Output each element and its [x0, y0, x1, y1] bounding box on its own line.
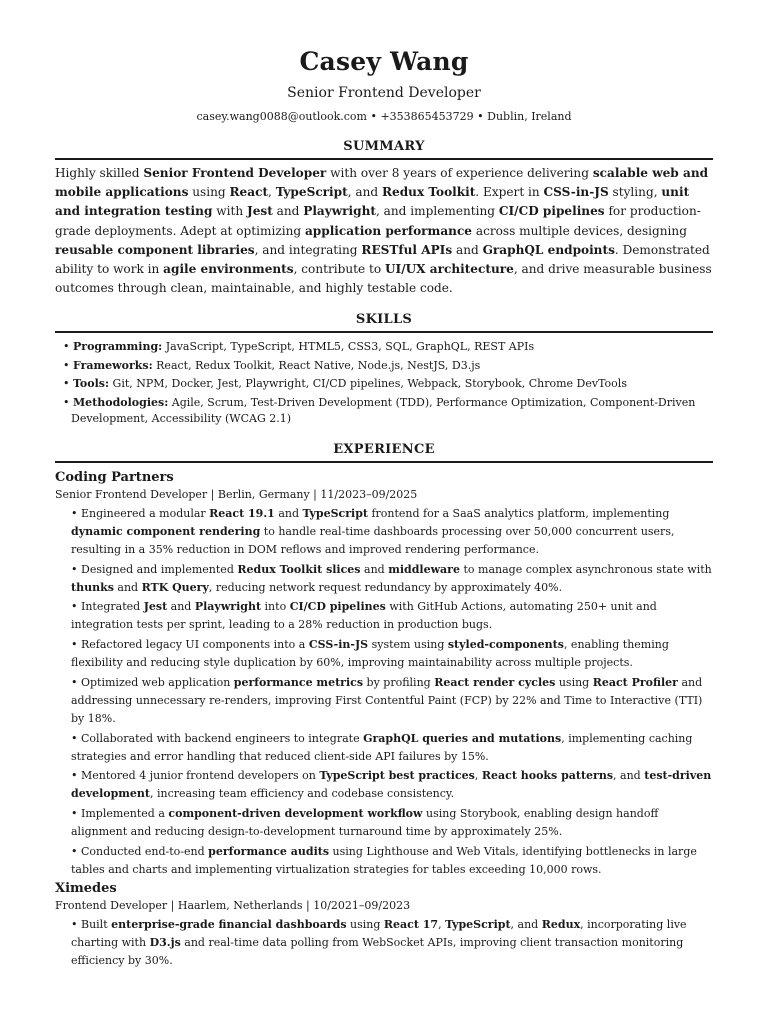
skill-label: Programming: [73, 340, 163, 354]
text-run: and real-time data polling from WebSocket APIs, improving client transaction monitoring efficiency by 30%. [71, 936, 684, 968]
job-bullets [71, 505, 713, 879]
emphasis-text: TypeScript best practices [319, 769, 475, 783]
emphasis-text: performance audits [208, 844, 330, 858]
job-bullet [71, 805, 713, 841]
emphasis-text: CI/CD pipelines [289, 600, 386, 614]
job-entry [0, 469, 768, 879]
text-run: Conducted end-to-end [81, 844, 209, 858]
emphasis-text: TypeScript [302, 506, 368, 520]
text-run: styling, [608, 185, 662, 200]
text-run: , and drive measurable business outcomes through clean, maintainable, and highly testable code. [55, 262, 712, 296]
bullet-icon: • [71, 506, 81, 520]
bullet-icon: • [71, 769, 81, 783]
skills-section [0, 312, 768, 428]
emphasis-text: React render cycles [434, 675, 556, 689]
text-run: , reducing network request redundancy by approximately 40%. [208, 580, 563, 594]
text-run: and [113, 580, 142, 594]
bullet-icon: • [71, 806, 81, 820]
text-run: Implemented a [81, 806, 169, 820]
text-run: , and [510, 918, 542, 932]
job-bullets [71, 916, 713, 970]
bullet-icon: • [71, 731, 81, 745]
emphasis-text: test-driven development [71, 769, 712, 801]
text-run: with GitHub Actions, automating 250+ unit and integration tests per sprint, leading to a 28% reduction in production bugs. [71, 600, 657, 632]
job-bullet [71, 598, 713, 634]
emphasis-text: agile environments [163, 262, 294, 277]
text-run: across multiple devices, designing [472, 223, 687, 238]
bullet-icon: • [63, 395, 73, 409]
emphasis-text: UI/UX architecture [385, 262, 514, 277]
text-run: by profiling [363, 675, 435, 689]
skill-label: Tools: [73, 377, 110, 391]
text-run: , [474, 769, 482, 783]
text-run: to manage complex asynchronous state with [459, 562, 712, 576]
text-run: , and [613, 769, 645, 783]
text-run: Refactored legacy UI components into a [81, 638, 309, 652]
emphasis-text: application performance [304, 223, 473, 238]
text-run: to handle real-time dashboards processing over 50,000 concurrent users, resulting in a 35% reduction in DOM reflows and improved rendering performance. [71, 525, 675, 557]
emphasis-text: middleware [388, 562, 460, 576]
summary-heading: SUMMARY [343, 139, 425, 154]
skills-heading: SKILLS [355, 312, 413, 328]
text-run: for production-grade deployments. Adept at optimizing [55, 204, 701, 238]
emphasis-text: Jest [246, 204, 273, 219]
text-run: Optimized web application [81, 675, 234, 689]
skill-item [63, 358, 713, 375]
text-run: . Demonstrated ability to work in [55, 242, 710, 277]
skill-label: Frameworks: [73, 358, 153, 372]
job-bullet [71, 674, 713, 728]
bullet-icon: • [71, 638, 81, 652]
company-name: Ximedes [55, 881, 117, 897]
emphasis-text: React 19.1 [209, 506, 275, 520]
emphasis-text: React hooks patterns [481, 769, 614, 783]
text-run: , and integrating [254, 242, 362, 257]
emphasis-text: styled-components [447, 638, 564, 652]
text-run: using [555, 675, 593, 689]
candidate-title: Senior Frontend Developer [287, 85, 481, 101]
text-run: with [212, 204, 247, 219]
emphasis-text: CSS-in-JS [308, 638, 369, 652]
text-run: , incorporating live charting with [71, 918, 687, 950]
skill-text: Git, NPM, Docker, Jest, Playwright, CI/CD pipelines, Webpack, Storybook, Chrome DevTools [109, 377, 627, 391]
emphasis-text: Redux Toolkit slices [237, 562, 361, 576]
emphasis-text: GraphQL queries and mutations [363, 731, 562, 745]
experience-divider [55, 461, 713, 463]
text-run: , [438, 918, 446, 932]
bullet-icon: • [71, 562, 81, 576]
skill-text: React, Redux Toolkit, React Native, Node.js, NestJS, D3.js [152, 358, 481, 372]
text-run: , implementing caching strategies and error handling that reduced client-side API failures by 15%. [71, 731, 693, 763]
text-run: using [188, 185, 230, 200]
emphasis-text: CI/CD pipelines [498, 204, 605, 219]
company-name: Coding Partners [55, 469, 174, 485]
job-bullet [71, 767, 713, 803]
job-bullet [71, 505, 713, 559]
emphasis-text: D3.js [149, 936, 181, 950]
emphasis-text: component-driven development workflow [168, 806, 423, 820]
experience-list [0, 469, 768, 971]
contact-line: casey.wang0088@outlook.com • +353865453729 • Dublin, Ireland [196, 110, 572, 123]
emphasis-text: React [229, 185, 269, 200]
text-run: and [274, 506, 303, 520]
text-run: , and implementing [375, 204, 499, 219]
skill-item [63, 339, 713, 356]
emphasis-text: enterprise-grade financial dashboards [111, 918, 347, 932]
emphasis-text: GraphQL endpoints [482, 242, 615, 257]
emphasis-text: Senior Frontend Developer [143, 166, 327, 180]
candidate-name: Casey Wang [299, 47, 469, 76]
text-run: and [272, 204, 304, 219]
emphasis-text: RTK Query [141, 580, 209, 594]
emphasis-text: RESTful APIs [361, 242, 453, 257]
emphasis-text: scalable web and mobile applications [55, 166, 709, 200]
text-run: into [261, 600, 290, 614]
text-run: . Expert in [475, 185, 544, 200]
skill-text: Agile, Scrum, Test-Driven Development (TDD), Performance Optimization, Component-Driven Development, Accessibility (WCAG 2.1) [71, 395, 696, 426]
emphasis-text: React Profiler [592, 675, 678, 689]
summary-text [55, 164, 713, 298]
text-run: Mentored 4 junior frontend developers on [81, 769, 320, 783]
bullet-icon: • [71, 918, 81, 932]
emphasis-text: TypeScript [275, 185, 348, 200]
job-bullet [71, 730, 713, 766]
text-run: using [346, 918, 384, 932]
text-run: , enabling theming flexibility and reducing style duplication by 60%, improving maintainability across multiple projects. [71, 638, 669, 670]
job-bullet [71, 561, 713, 597]
emphasis-text: CSS-in-JS [543, 185, 609, 200]
experience-section [0, 442, 768, 971]
text-run: and addressing unnecessary re-renders, improving First Contentful Paint (FCP) by 22% and Time to Interactive (TTI) by 18%. [71, 675, 703, 725]
bullet-icon: • [71, 844, 81, 858]
text-run: , contribute to [293, 262, 385, 277]
emphasis-text: Playwright [194, 600, 262, 614]
text-run: and [167, 600, 195, 614]
text-run: with over 8 years of experience delivering [326, 166, 593, 180]
emphasis-text: Redux Toolkit [381, 185, 476, 200]
emphasis-text: reusable component libraries [55, 242, 255, 257]
emphasis-text: TypeScript [445, 918, 511, 932]
text-run: Built [81, 918, 112, 932]
skills-divider [55, 331, 713, 333]
bullet-icon: • [63, 358, 73, 372]
skill-label: Methodologies: [73, 395, 169, 409]
summary-section [0, 139, 768, 298]
text-run: Engineered a modular [81, 506, 210, 520]
emphasis-text: dynamic component rendering [71, 525, 261, 539]
text-run: and [360, 562, 389, 576]
skill-text: JavaScript, TypeScript, HTML5, CSS3, SQL, GraphQL, REST APIs [162, 340, 535, 354]
job-bullet [71, 636, 713, 672]
text-run: and [452, 242, 483, 257]
emphasis-text: thunks [71, 580, 114, 594]
bullet-icon: • [63, 340, 73, 354]
summary-divider [55, 158, 713, 160]
text-run: Integrated [81, 600, 144, 614]
text-run: frontend for a SaaS analytics platform, implementing [367, 506, 670, 520]
text-run: using Storybook, enabling design handoff alignment and reducing design-to-development turnaround time by approximately 25%. [71, 806, 659, 839]
role-line: Frontend Developer | Haarlem, Netherlands | 10/2021–09/2023 [55, 899, 411, 913]
job-bullet [71, 843, 713, 879]
role-line: Senior Frontend Developer | Berlin, Germany | 11/2023–09/2025 [55, 487, 418, 501]
text-run: , and [347, 185, 382, 200]
skills-list [63, 339, 713, 428]
experience-heading: EXPERIENCE [333, 441, 435, 457]
skill-item [63, 376, 713, 393]
emphasis-text: React 17 [383, 918, 439, 932]
emphasis-text: Redux [541, 918, 581, 932]
text-run: , increasing team efficiency and codebase consistency. [150, 787, 455, 801]
text-run: , [268, 185, 276, 200]
emphasis-text: Jest [143, 600, 168, 614]
job-entry [0, 880, 768, 970]
skill-item [63, 395, 713, 428]
emphasis-text: performance metrics [233, 675, 364, 689]
resume-header [0, 0, 768, 124]
bullet-icon: • [71, 600, 81, 614]
text-run: Designed and implemented [81, 562, 238, 576]
text-run: system using [368, 638, 448, 652]
text-run: using Lighthouse and Web Vitals, identifying bottlenecks in large tables and charts and implementing virtualization strategies for tables exceeding 10,000 rows. [71, 844, 697, 876]
bullet-icon: • [71, 675, 81, 689]
text-run: Highly skilled [55, 166, 144, 180]
emphasis-text: unit and integration testing [55, 185, 690, 219]
bullet-icon: • [63, 377, 73, 391]
text-run: Collaborated with backend engineers to integrate [81, 731, 364, 745]
emphasis-text: Playwright [303, 204, 376, 219]
job-bullet [71, 916, 713, 970]
